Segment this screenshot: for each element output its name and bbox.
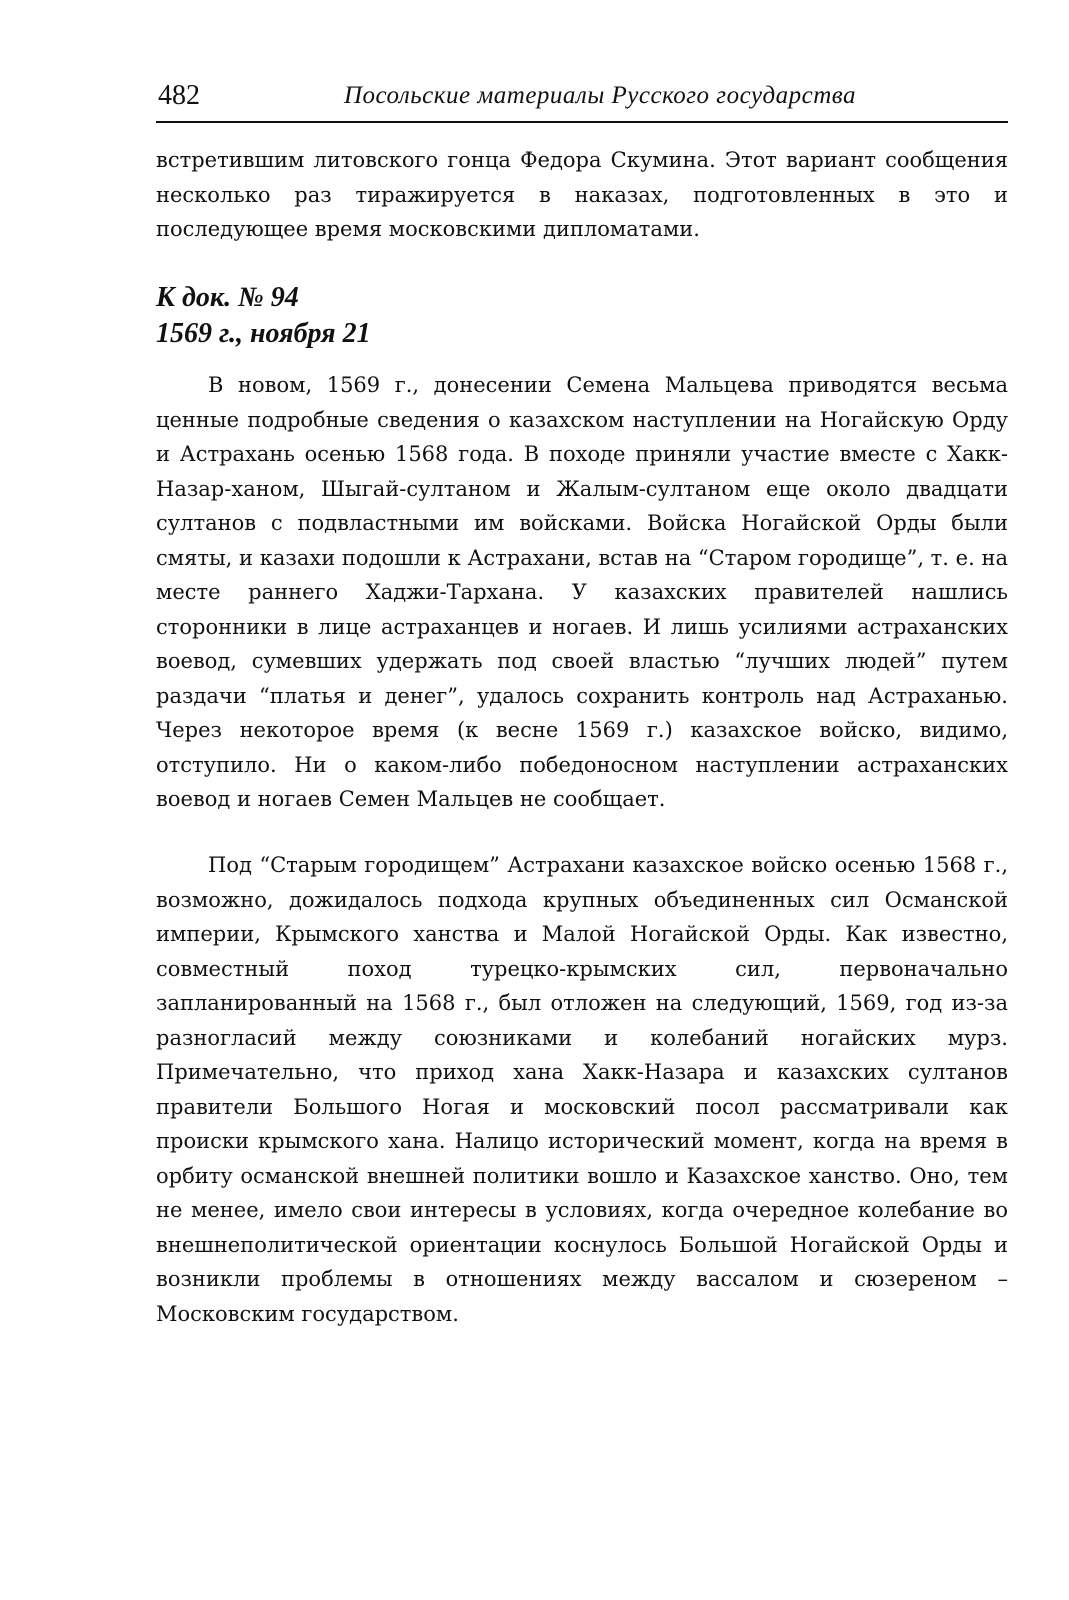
running-title: Посольские материалы Русского государства [344,82,856,109]
intro-paragraph: встретившим литовского гонца Федора Скумина. Этот вариант сообщения несколько раз тиражируется в наказах, подготовленных в это и последующее время московскими дипломатами. [156,148,1008,241]
header-rule [156,121,1008,123]
running-head [156,78,1008,118]
body-paragraph-1: В новом, 1569 г., донесении Семена Мальцева приводятся весьма ценные подробные сведения о казахском наступлении на Ногайскую Орду и Астрахань осенью 1568 года. В походе приняли участие вместе с Хакк-Назар-ханом, Шыгай-султаном и Жалым-султаном еще около двадцати султанов с подвластными им войсками. Войска Ногайской Орды были смяты, и казахи подошли к Астрахани, встав на “Старом городище”, т. е. на месте раннего Хаджи-Тархана. У казахских правителей нашлись сторонники в лице астраханцев и ногаев. И лишь усилиями астраханских воевод, сумевших удержать под своей властью “лучших людей” путем раздачи “платья и денег”, удалось сохранить контроль над Астраханью. Через некоторое время (к весне 1569 г.) казахское войско, видимо, отступило. Ни о каком-либо победоносном наступлении астраханских воевод и ногаев Семен Мальцев не сообщает. [156,373,1008,811]
page-number: 482 [158,80,200,111]
body-paragraph-2: Под “Старым городищем” Астрахани казахское войско осенью 1568 г., возможно, дожидалось подхода крупных объединенных сил Османской империи, Крымского ханства и Малой Ногайской Орды. Как известно, совместный поход турецко-крымских сил, первоначально запланированный на 1568 г., был отложен на следующий, 1569, год из-за разногласий между союзниками и колебаний ногайских мурз. Примечательно, что приход хана Хакк-Назара и казахских султанов правители Большого Ногая и московский посол рассматривали как происки крымского хана. Налицо исторический момент, когда на время в орбиту османской внешней политики вошло и Казахское ханство. Оно, тем не менее, имело свои интересы в условиях, когда очередное колебание во внешнеполитической ориентации коснулось Большой Ногайской Орды и возникли проблемы в отношениях между вассалом и сюзереном – Московским государством. [156,853,1008,1326]
section-doc-ref: К док. № 94 [156,282,299,313]
section-date: 1569 г., ноября 21 [156,318,371,349]
